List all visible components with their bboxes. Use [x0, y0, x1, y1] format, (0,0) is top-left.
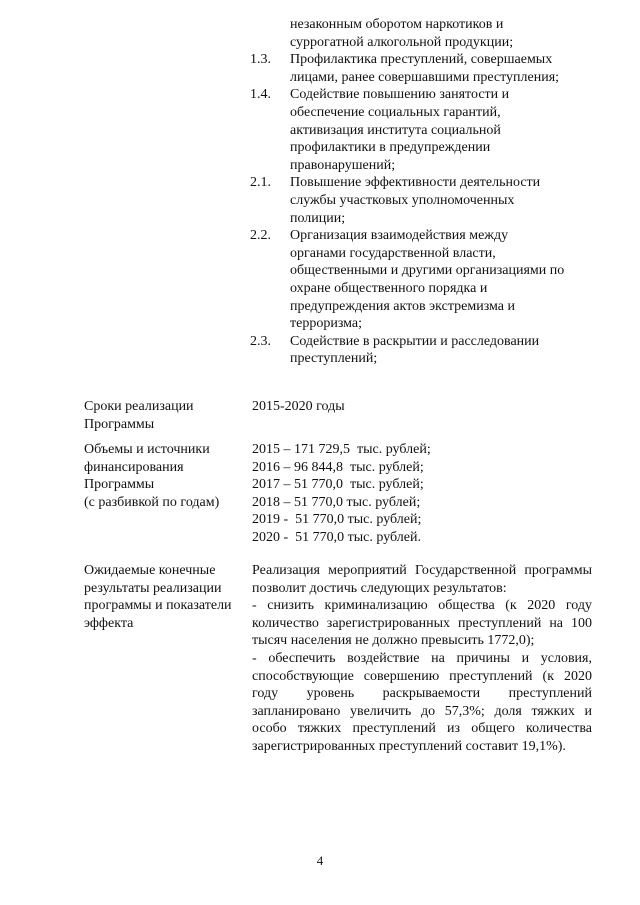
terms-label-line: Программы	[84, 416, 155, 432]
goal-text	[290, 333, 590, 368]
goal-line: Содействие в раскрытии и расследовании	[290, 333, 540, 349]
goal-line: активизация института социальной	[290, 122, 501, 138]
terms-value: 2015-2020 годы	[252, 399, 345, 414]
goal-item	[250, 86, 590, 174]
goal-text	[290, 227, 590, 333]
results-bullet: - обеспечить воздействие на причины и условия, способствующие совершению преступлений (к 2020 году уровень раскрываемости преступлений запланировано увеличить до 57,3%; доля тяжких и особо тяжких преступлений из общего количества зарегистрированных преступлений составит 19,1%).	[252, 650, 592, 754]
goal-item	[250, 51, 590, 86]
goal-line: Организация взаимодействия между	[290, 228, 509, 244]
results-label-line: эффекта	[84, 615, 134, 631]
goal-continuation	[250, 16, 590, 51]
results-label-line: Ожидаемые конечные	[84, 563, 216, 578]
goal-line: лицами, ранее совершавшими преступления;	[290, 69, 560, 85]
goal-line: Содействие повышению занятости и	[290, 87, 510, 103]
funding-label-line: Программы	[84, 477, 155, 493]
goal-item	[250, 227, 590, 333]
goal-item	[250, 333, 590, 368]
results-value	[252, 562, 592, 756]
funding-row	[84, 441, 592, 547]
goal-continuation-line: суррогатной алкогольной продукции;	[290, 34, 514, 50]
goal-line: Повышение эффективности деятельности	[290, 175, 541, 191]
goal-line: преступлений;	[290, 351, 378, 367]
goal-line: службы участковых уполномоченных	[290, 192, 515, 208]
goals-list	[250, 16, 590, 368]
goal-line: терроризма;	[290, 316, 363, 332]
funding-label-line: финансирования	[84, 459, 184, 475]
results-bullet: - снизить криминализацию общества (к 2020 году количество зарегистрированных преступлений на 100 тысяч населения не должно превысить 1772,0);	[252, 598, 592, 649]
funding-year-line: 2017 – 51 770,0 тыс. рублей;	[252, 477, 424, 493]
results-label	[84, 562, 252, 756]
goal-line: обеспечение социальных гарантий,	[290, 104, 501, 120]
results-label-line: программы и показатели	[84, 598, 232, 614]
goal-line: общественными и другими организациями по	[290, 263, 565, 279]
goal-number: 1.4.	[250, 87, 271, 103]
goal-line: правонарушений;	[290, 157, 396, 173]
goal-line: полиции;	[290, 210, 346, 226]
funding-year-line: 2019 - 51 770,0 тыс. рублей;	[252, 512, 422, 528]
funding-label	[84, 441, 252, 547]
results-intro: Реализация мероприятий Государственной программы позволит достичь следующих результатов:	[252, 563, 592, 596]
page-number: 4	[316, 853, 324, 868]
goal-line: Профилактика преступлений, совершаемых	[290, 52, 553, 68]
funding-label-line: Объемы и источники	[84, 442, 210, 457]
funding-year-line: 2015 – 171 729,5 тыс. рублей;	[252, 442, 431, 457]
goal-number: 2.3.	[250, 333, 271, 349]
terms-label	[84, 398, 252, 433]
results-label-line: результаты реализации	[84, 580, 222, 596]
funding-year-line: 2020 - 51 770,0 тыс. рублей.	[252, 529, 421, 545]
goal-line: охране общественного порядка и	[290, 280, 488, 296]
funding-value	[252, 441, 592, 547]
funding-label-line: (с разбивкой по годам)	[84, 494, 220, 510]
goal-continuation-line: незаконным оборотом наркотиков и	[290, 17, 504, 32]
goal-number: 2.2.	[250, 228, 271, 244]
goal-number: 1.3.	[250, 52, 271, 68]
goal-text	[290, 51, 590, 86]
funding-year-line: 2018 – 51 770,0 тыс. рублей;	[252, 494, 421, 510]
results-row	[84, 562, 592, 756]
terms-row	[84, 398, 592, 433]
goal-text	[290, 86, 590, 174]
goal-line: предупреждения актов экстремизма и	[290, 298, 515, 314]
goal-line: органами государственной власти,	[290, 245, 496, 261]
goal-text	[290, 174, 590, 227]
funding-year-line: 2016 – 96 844,8 тыс. рублей;	[252, 459, 424, 475]
terms-label-line: Сроки реализации	[84, 399, 194, 414]
goal-line: профилактики в предупреждении	[290, 140, 491, 156]
goal-item	[250, 174, 590, 227]
goal-number: 2.1.	[250, 175, 271, 191]
